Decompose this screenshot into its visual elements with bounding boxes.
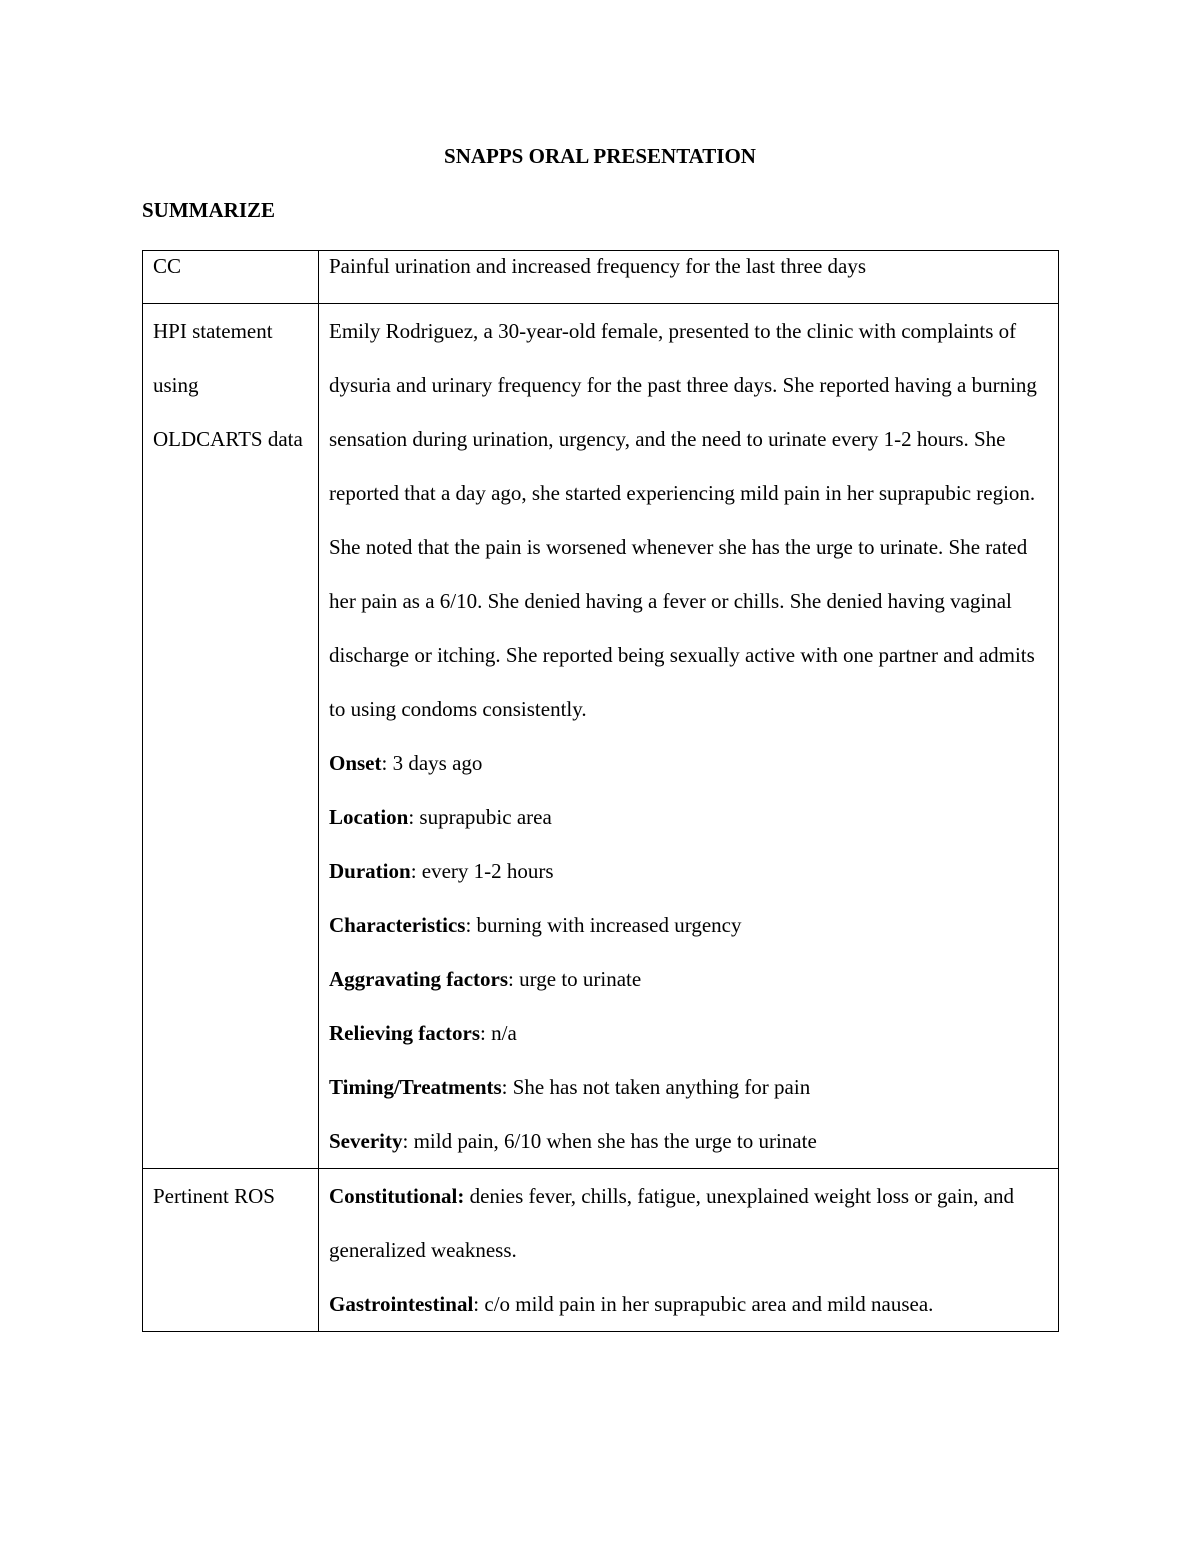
ros-label-cell xyxy=(143,1169,319,1332)
hpi-value-cell xyxy=(319,304,1059,1169)
hpi-field-aggravating-factors xyxy=(329,952,1050,1006)
field-label: Constitutional: xyxy=(329,1184,465,1208)
field-value: : She has not taken anything for pain xyxy=(501,1075,811,1099)
field-label: Gastrointestinal xyxy=(329,1292,474,1316)
field-value: : n/a xyxy=(480,1021,517,1045)
section-heading: SUMMARIZE xyxy=(142,198,276,222)
field-label: Severity xyxy=(329,1129,403,1153)
table-row-cc xyxy=(143,251,1059,304)
hpi-field-timing-treatments xyxy=(329,1060,1050,1114)
field-label: Characteristics xyxy=(329,913,466,937)
cc-value: Painful urination and increased frequency for the last three days xyxy=(329,254,867,278)
hpi-field-duration xyxy=(329,844,1050,898)
hpi-field-characteristics xyxy=(329,898,1050,952)
hpi-label: HPI statement using OLDCARTS data xyxy=(153,319,303,451)
cc-label-cell xyxy=(143,251,319,304)
field-label: Aggravating factors xyxy=(329,967,509,991)
field-value: : suprapubic area xyxy=(408,805,552,829)
hpi-field-relieving-factors xyxy=(329,1006,1050,1060)
ros-field-constitutional xyxy=(329,1169,1050,1277)
hpi-label-cell xyxy=(143,304,319,1169)
page-title: SNAPPS ORAL PRESENTATION xyxy=(444,144,756,168)
hpi-field-severity xyxy=(329,1114,1050,1168)
ros-field-gastrointestinal xyxy=(329,1277,1050,1331)
field-value: : burning with increased urgency xyxy=(465,913,742,937)
ros-value-cell xyxy=(319,1169,1059,1332)
cc-value-cell xyxy=(319,251,1059,304)
field-value: denies fever, chills, fatigue, unexplained weight loss or gain, and generalized weakness. xyxy=(329,1184,1015,1262)
field-label: Duration xyxy=(329,859,411,883)
field-value: : urge to urinate xyxy=(508,967,642,991)
field-label: Onset xyxy=(329,751,382,775)
cc-label: CC xyxy=(153,254,182,278)
summary-table xyxy=(142,250,1059,1332)
field-label: Relieving factors xyxy=(329,1021,481,1045)
field-label: Location xyxy=(329,805,409,829)
ros-label: Pertinent ROS xyxy=(153,1184,275,1208)
hpi-narrative: Emily Rodriguez, a 30-year-old female, presented to the clinic with complaints of dysuria and urinary frequency for the past three days. She reported having a burning sensation during urination, urgency, and the need to urinate every 1-2 hours. She reported that a day ago, she started experiencing mild pain in her suprapubic region. She noted that the pain is worsened whenever she has the urge to urinate. She rated her pain as a 6/10. She denied having a fever or chills. She denied having vaginal discharge or itching. She reported being sexually active with one partner and admits to using condoms consistently. xyxy=(329,319,1037,721)
table-row-hpi xyxy=(143,304,1059,1169)
field-label: Timing/Treatments xyxy=(329,1075,502,1099)
field-value: : 3 days ago xyxy=(381,751,483,775)
field-value: : every 1-2 hours xyxy=(410,859,554,883)
hpi-field-onset xyxy=(329,736,1050,790)
field-value: : mild pain, 6/10 when she has the urge to urinate xyxy=(402,1129,817,1153)
table-row-ros xyxy=(143,1169,1059,1332)
hpi-field-location xyxy=(329,790,1050,844)
field-value: : c/o mild pain in her suprapubic area and mild nausea. xyxy=(473,1292,934,1316)
